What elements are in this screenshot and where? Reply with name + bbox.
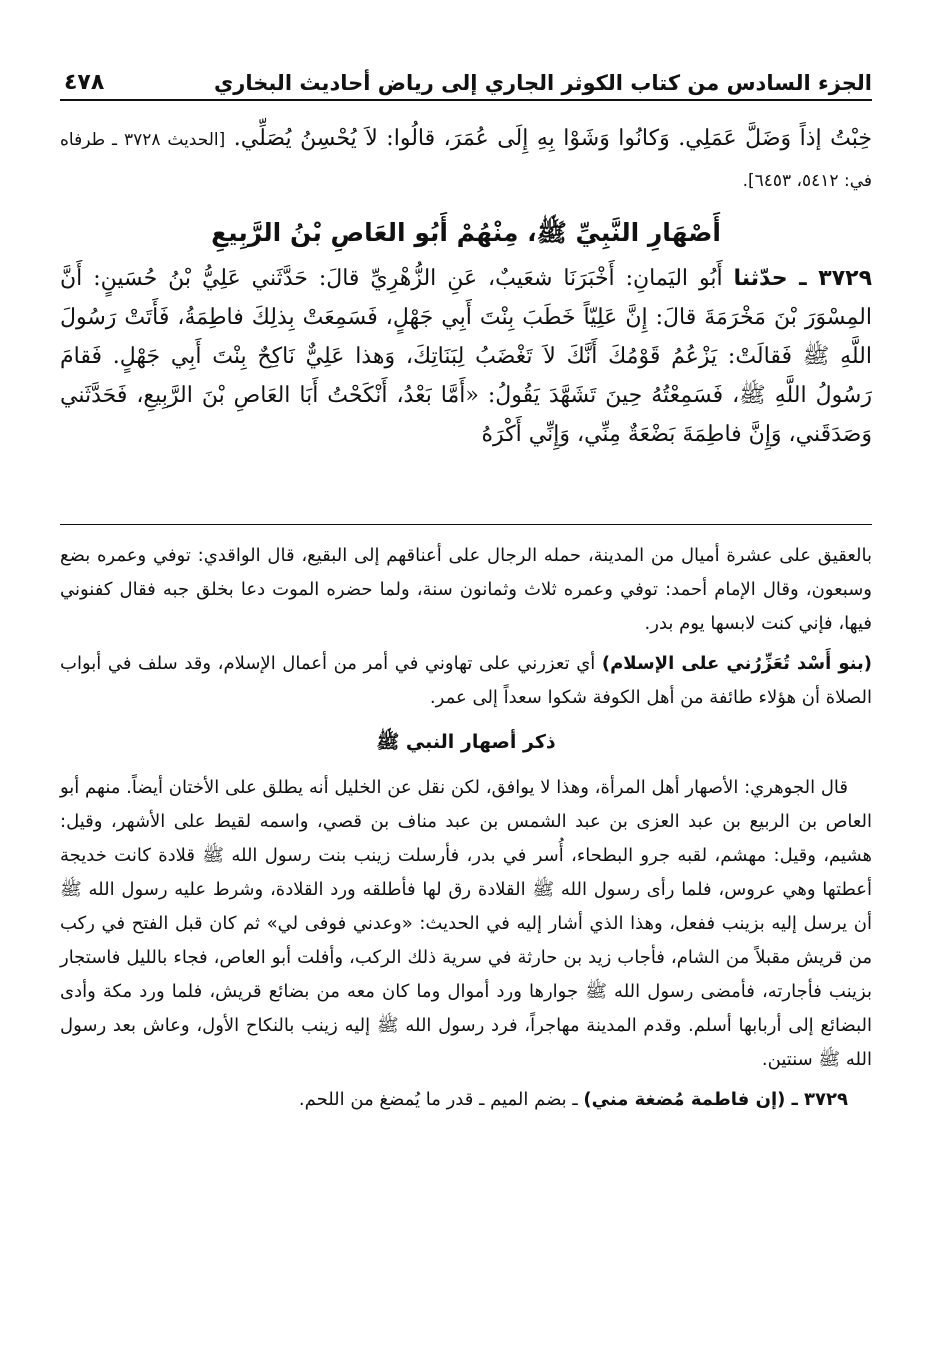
- commentary: [60, 539, 872, 1117]
- hadith-reference: [الحديث ٣٧٢٨ ـ طرفاه في: ٥٤١٢، ٦٤٥٣].: [60, 130, 872, 191]
- book-title: الجزء السادس من كتاب الكوثر الجاري إلى رياض أحاديث البخاري: [214, 71, 872, 95]
- commentary-paragraph: [60, 647, 872, 715]
- running-header: [60, 55, 872, 101]
- section-heading: أَصْهَارِ النَّبِيِّ ﷺ، مِنْهُمْ أَبُو العَاصِ بْنُ الرَّبِيعِ: [211, 218, 721, 247]
- hadith-paragraph: [60, 259, 872, 454]
- hadith-text: أَبُو اليَمانِ: أَخْبَرَنَا شعَيبٌ، عَنِ الزُّهْرِيِّ قالَ: حَدَّثَني عَلِيُّ بْنُ حُسَينٍ: أَنَّ المِسْوَرَ بْنَ مَخْرَمَةَ قالَ: إِنَّ عَلِيّاً خَطَبَ بِنْتَ أَبِي جَهْلٍ، فَسَمِعَتْ بِذلِكَ فاطِمَةُ، فَأَتَتْ رَسُولَ اللَّهِ ﷺ فَقالَتْ: يَزْعُمُ قَوْمُكَ أَنَّكَ لاَ تَغْضَبُ لِبَنَاتِكَ، وَهذا عَلِيٌّ نَاكِحٌ بِنْتَ أَبِي جَهْلٍ. فَقامَ رَسُولُ اللَّهِ ﷺ، فَسَمِعْتُهُ حِينَ تَشَهَّدَ يَقُولُ: «أَمَّا بَعْدُ، أَنْكَحْتُ أَبَا العَاصِ بْنَ الرَّبِيعِ، فَحَدَّثَني وَصَدَقَني، وَإِنَّ فاطِمَةَ بَضْعَةٌ مِنِّي، وَإِنِّي أَكْرَهُ: [60, 266, 872, 447]
- footnote-divider: [60, 524, 872, 525]
- hadith-number: ٣٧٢٩ ـ حدّثنا: [733, 266, 872, 291]
- commentary-term: ٣٧٢٩ ـ (إن فاطمة مُضغة مني): [583, 1089, 848, 1110]
- commentary-paragraph: بالعقيق على عشرة أميال من المدينة، حمله الرجال على أعناقهم إلى البقيع، قال الواقدي: توفي وعمره بضع وسبعون، وقال الإمام أحمد: توفي وعمره ثلاث وثمانون سنة، ولما حضره الموت دعا بخلق جبه فقال كفنوني فيها، فإني كنت لابسها يوم بدر.: [60, 545, 872, 634]
- commentary-explanation: أي تعزرني على تهاوني في أمر من أعمال الإسلام، وقد سلف في أبواب الصلاة أن هؤلاء طائفة من أهل الكوفة شكوا سعداً إلى عمر.: [60, 653, 872, 708]
- opening-line: خِبْتُ إذاً وَضَلَّ عَمَلِي. وَكانُوا وَشَوْا بِهِ إِلَى عُمَرَ، قالُوا: لاَ يُحْسِنُ يُصَلِّي.: [233, 126, 872, 151]
- commentary-term: (بنو أَسْد تُعَزِّرُني على الإسلام): [601, 653, 872, 674]
- commentary-sub-heading: ذكر أصهار النبي ﷺ: [376, 731, 556, 753]
- main-text: [60, 119, 872, 454]
- commentary-paragraph: قال الجوهري: الأصهار أهل المرأة، وهذا لا يوافق، لكن نقل عن الخليل أنه يطلق على الأختان أيضاً. منهم أبو العاص بن الربيع بن عبد العزى بن عبد الشمس بن عبد مناف بن قصي، واسمه لقيط على الأشهر، وقيل: هشيم، وقيل: مهشم، لقبه جرو البطحاء، أُسر في بدر، فأرسلت زينب بنت رسول الله ﷺ قلادة كانت خديجة أعطتها وهي عروس، فلما رأى رسول الله ﷺ القلادة رق لها فأطلقه ورد القلادة، وشرط عليه رسول الله ﷺ أن يرسل إليه بزينب ففعل، وهذا الذي أشار إليه في الحديث: «وعدني فوفى لي» ثم كان قبل الفتح في ركب من قريش مقبلاً من الشام، فأجاب زيد بن حارثة في سرية ذلك الركب، وأفلت أبو العاص، فجاء بالليل فاستجار بزينب فأجارته، فأمضى رسول الله ﷺ جوارها ورد أموال وما كان معه من بضائع قريش، فلما ورد مكة وأدى البضائع إلى أربابها أسلم. وقدم المدينة مهاجراً، فرد رسول الله ﷺ إليه زينب بالنكاح الأول، وعاش بعد رسول الله ﷺ سنتين.: [60, 777, 872, 1070]
- commentary-paragraph: [60, 1083, 872, 1117]
- commentary-explanation: ـ بضم الميم ـ قدر ما يُمضغ من اللحم.: [298, 1089, 578, 1110]
- book-page: [60, 55, 872, 1123]
- opening-paragraph: [60, 119, 872, 201]
- page-number: ٤٧٨: [64, 70, 105, 95]
